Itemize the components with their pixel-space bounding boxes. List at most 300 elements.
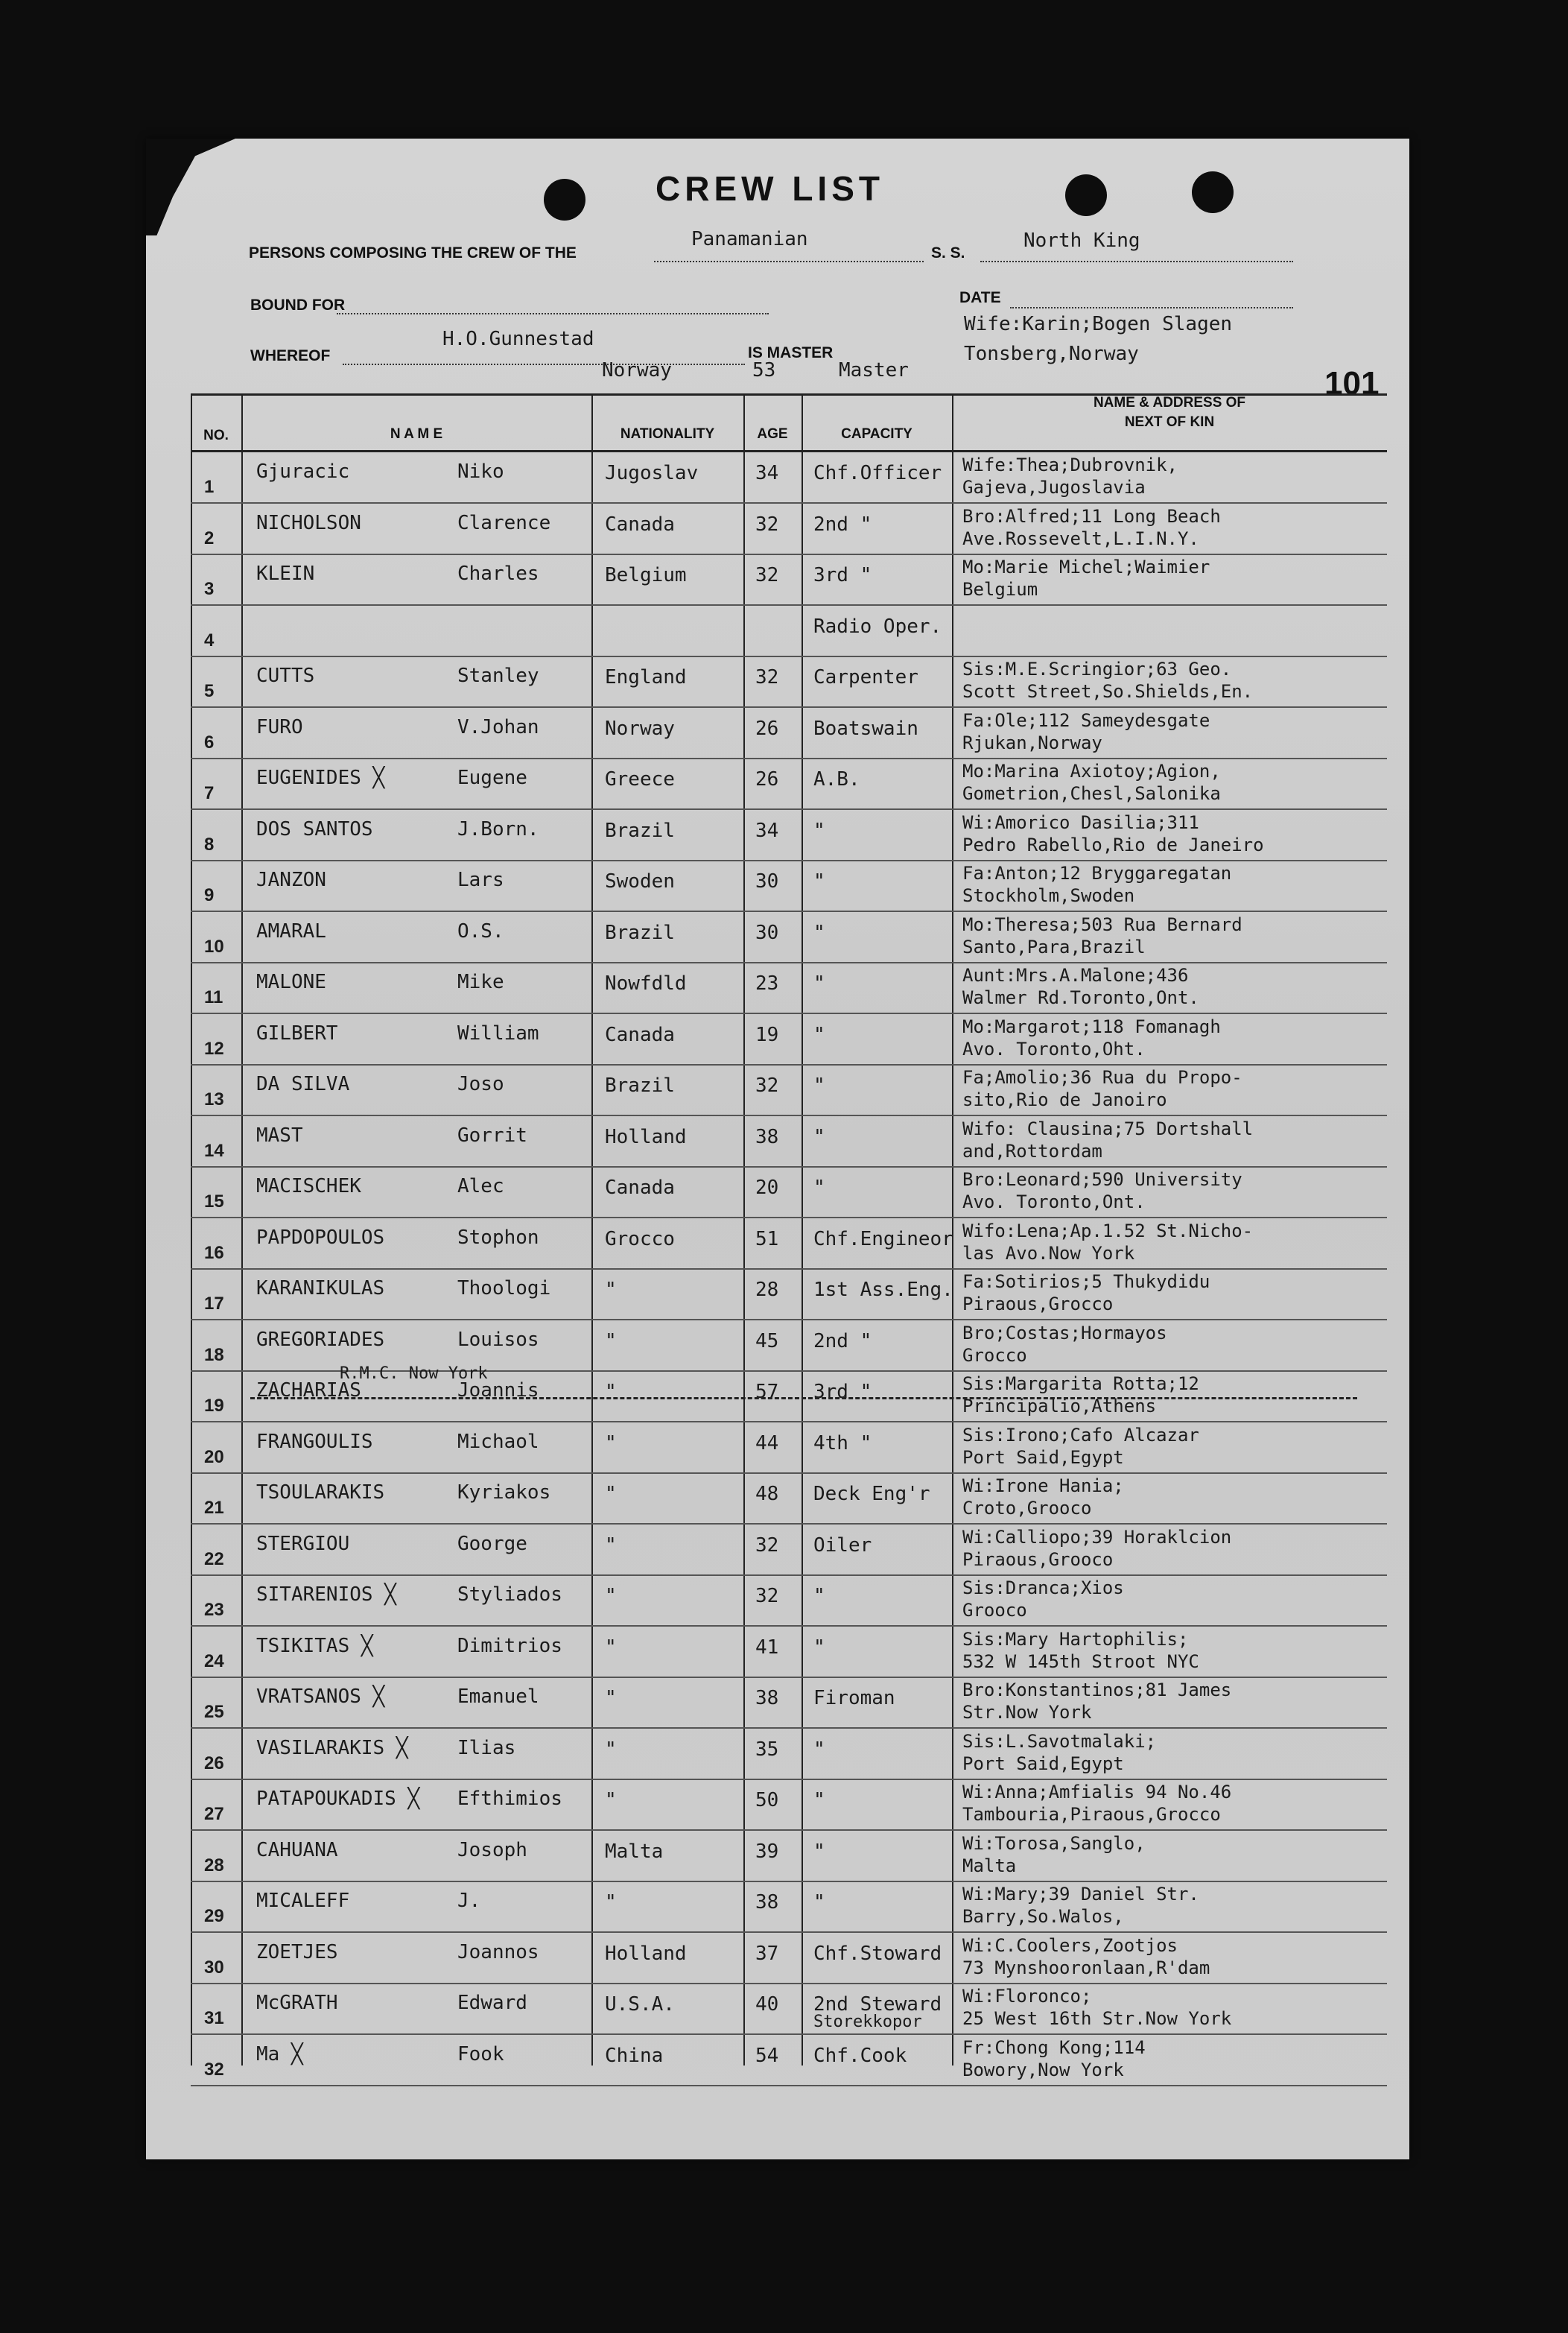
crew-kin-line1: Sis:Mary Hartophilis; (962, 1628, 1189, 1650)
table-row (191, 1983, 1387, 2035)
crew-given-name: Louisos (457, 1328, 539, 1351)
table-row (191, 1830, 1387, 1882)
crew-kin-line1: Wi:Calliopo;39 Horaklcion (962, 1526, 1232, 1548)
crew-surname: VRATSANOS ╳ (256, 1685, 385, 1708)
crew-given-name: Charles (457, 563, 539, 585)
crew-kin-line2: Gajeva,Jugoslavia (962, 477, 1146, 498)
crew-nationality: Canada (605, 1177, 675, 1199)
crew-capacity: A.B. (813, 768, 860, 791)
ss-label: S. S. (931, 244, 965, 262)
crew-capacity: " (813, 1738, 825, 1761)
crew-nationality: Brazil (605, 1074, 675, 1097)
crew-nationality: " (605, 1483, 617, 1505)
crew-surname: PATAPOUKADIS ╳ (256, 1788, 420, 1810)
date-line (1010, 307, 1293, 308)
crew-nationality: " (605, 1533, 617, 1557)
crew-surname: Gjuracic (256, 460, 350, 483)
crew-no: 8 (204, 834, 215, 855)
crew-no: 2 (204, 528, 215, 548)
crew-kin-line2: Port Said,Egypt (962, 1753, 1124, 1774)
table-row (191, 2034, 1387, 2086)
crew-kin-line2: Stockholm,Swoden (962, 885, 1135, 906)
crew-nationality: Jugoslav (605, 462, 699, 484)
crew-nationality: " (605, 1381, 617, 1403)
crew-given-name: William (457, 1022, 539, 1045)
table-row (191, 452, 1387, 504)
crew-capacity: " (813, 819, 825, 842)
ship-line (980, 261, 1293, 262)
crew-kin-line2: Avo. Toronto,Oht. (962, 1038, 1146, 1060)
crew-kin-line2: Croto,Grooco (962, 1498, 1092, 1519)
table-row (191, 1268, 1387, 1320)
crew-kin-line2: and,Rottordam (962, 1140, 1102, 1162)
bound-line (337, 313, 769, 314)
crew-surname: KLEIN (256, 563, 315, 585)
crew-kin-line2: Avo. Toronto,Ont. (962, 1191, 1146, 1212)
crew-kin-line1: Fa;Amolio;36 Rua du Propo- (962, 1067, 1242, 1088)
page-number: 101 (1324, 365, 1380, 402)
crew-nationality: " (605, 1789, 617, 1811)
table-header (191, 393, 1387, 452)
crew-kin-line1: Mo:Marina Axiotoy;Agion, (962, 761, 1221, 782)
crew-age: 44 (755, 1431, 779, 1454)
crew-surname: KARANIKULAS (256, 1277, 385, 1300)
crew-capacity: " (813, 1585, 825, 1607)
crew-kin-line2: 25 West 16th Str.Now York (962, 2008, 1232, 2029)
crew-no: 23 (204, 1600, 224, 1620)
crew-given-name: Kyriakos (457, 1481, 551, 1504)
crew-age: 32 (755, 1074, 779, 1097)
form-title: CREW LIST (656, 169, 884, 208)
col-nationality: NATIONALITY (620, 426, 715, 442)
crew-age: 32 (755, 513, 779, 536)
crew-nationality: Swoden (605, 870, 675, 893)
crew-kin-line1: Fa:Anton;12 Bryggaregatan (962, 863, 1232, 884)
crew-age: 54 (755, 2044, 779, 2067)
crew-kin-line2: 73 Mynshooronlaan,R'dam (962, 1957, 1210, 1978)
crew-capacity: Radio Oper. (813, 615, 942, 638)
crew-kin-line2: Bowory,Now York (962, 2059, 1124, 2080)
table-row (191, 962, 1387, 1014)
col-capacity: CAPACITY (841, 426, 912, 442)
crew-surname: Ma ╳ (256, 2042, 303, 2065)
crew-no: 7 (204, 783, 215, 803)
crew-kin-line1: Sis:L.Savotmalaki; (962, 1730, 1157, 1752)
crew-no: 17 (204, 1294, 224, 1314)
crew-no: 21 (204, 1498, 224, 1518)
table-row (191, 1779, 1387, 1831)
crew-kin-line1: Wi:Irone Hania; (962, 1475, 1124, 1496)
crew-kin-line1: Wifo:Lena;Ap.1.52 St.Nicho- (962, 1220, 1254, 1241)
table-row (191, 809, 1387, 861)
crew-no: 25 (204, 1702, 224, 1722)
crew-kin-line2: Grocco (962, 1344, 1027, 1366)
crew-nationality: " (605, 1585, 617, 1607)
crew-age: 20 (755, 1177, 779, 1199)
crew-kin-line2: Ave.Rossevelt,L.I.N.Y. (962, 528, 1199, 549)
crew-no: 28 (204, 1855, 224, 1875)
crew-nationality: " (605, 1431, 617, 1454)
table-row (191, 1728, 1387, 1780)
crew-kin-line1: Wifo: Clausina;75 Dortshall (962, 1118, 1254, 1139)
crew-kin-line2: Belgium (962, 579, 1038, 600)
strike-through-line (250, 1397, 1357, 1399)
col-age: AGE (757, 426, 788, 442)
crew-surname: MICALEFF (256, 1890, 350, 1912)
crew-capacity: 2nd " (813, 513, 872, 536)
crew-capacity: " (813, 1840, 825, 1863)
crew-capacity: 4th " (813, 1431, 872, 1454)
master-kin-line1: Wife:Karin;Bogen Slagen (964, 313, 1233, 335)
flag-value: Panamanian (691, 228, 808, 250)
crew-given-name: Niko (457, 460, 504, 483)
master-kin-line2: Tonsberg,Norway (964, 343, 1139, 365)
crew-given-name: Thoologi (457, 1277, 551, 1300)
crew-nationality: Holland (605, 1942, 687, 1965)
crew-capacity-line2: Storekkopor (813, 2013, 922, 2031)
crew-surname: PAPDOPOULOS (256, 1226, 385, 1249)
table-row (191, 1422, 1387, 1474)
crew-age: 40 (755, 1993, 779, 2016)
crew-surname: TSOULARAKIS (256, 1481, 385, 1504)
crew-given-name: Joannis (457, 1379, 539, 1402)
crew-kin-line2: Piraous,Grocco (962, 1294, 1114, 1314)
crew-given-name: Mike (457, 971, 504, 993)
crew-no: 13 (204, 1089, 224, 1109)
crew-kin-line1: Aunt:Mrs.A.Malone;436 (962, 965, 1189, 986)
crew-given-name: Stanley (457, 665, 539, 687)
crew-age: 50 (755, 1789, 779, 1811)
crew-nationality: " (605, 1891, 617, 1913)
crew-no: 5 (204, 681, 215, 701)
crew-kin-line2: Port Said,Egypt (962, 1446, 1124, 1468)
crew-given-name: Lars (457, 869, 504, 891)
crew-age: 45 (755, 1329, 779, 1352)
crew-kin-line1: Wi:Mary;39 Daniel Str. (962, 1884, 1199, 1905)
crew-capacity: " (813, 1891, 825, 1913)
crew-kin-line1: Wi:Torosa,Sanglo, (962, 1832, 1146, 1854)
crew-kin-line1: Wi:Amorico Dasilia;311 (962, 811, 1199, 833)
crew-surname: McGRATH (256, 1992, 338, 2014)
crew-capacity: 2nd Steward (813, 1993, 942, 2016)
table-row (191, 1524, 1387, 1576)
crew-capacity: 3rd " (813, 564, 872, 586)
crew-kin-line2: Piraous,Grooco (962, 1548, 1114, 1570)
crew-capacity: " (813, 972, 825, 995)
ship-name: North King (1023, 229, 1140, 252)
crew-annotation: R.M.C. Now York (340, 1364, 488, 1383)
table-row (191, 1472, 1387, 1525)
crew-age: 35 (755, 1738, 779, 1761)
crew-nationality: " (605, 1279, 617, 1301)
crew-given-name: Goorge (457, 1532, 527, 1555)
crew-given-name: Ilias (457, 1736, 516, 1759)
crew-kin-line1: Sis:Irono;Cafo Alcazar (962, 1424, 1199, 1446)
crew-surname: FRANGOULIS (256, 1430, 373, 1453)
punch-hole (1065, 174, 1107, 216)
crew-kin-line2: Barry,So.Walos, (962, 1906, 1124, 1927)
crew-surname: STERGIOU (256, 1532, 350, 1555)
crew-nationality: Nowfdld (605, 972, 687, 995)
crew-no: 31 (204, 2008, 224, 2028)
crew-no: 22 (204, 1548, 224, 1569)
bound-label: BOUND FOR (250, 297, 346, 314)
crew-kin-line2: Gometrion,Chesl,Salonika (962, 783, 1221, 804)
crew-surname: SITARENIOS ╳ (256, 1583, 396, 1606)
whereof-label: WHEREOF (250, 347, 331, 364)
crew-age: 57 (755, 1381, 779, 1403)
crew-nationality: Grocco (605, 1227, 675, 1250)
crew-given-name: Fook (457, 2042, 504, 2065)
crew-surname: EUGENIDES ╳ (256, 767, 385, 789)
crew-given-name: Alec (457, 1175, 504, 1197)
crew-kin-line2: Scott Street,So.Shields,En. (962, 681, 1254, 702)
crew-surname: GREGORIADES (256, 1328, 385, 1351)
crew-surname: FURO (256, 715, 303, 738)
persons-label: PERSONS COMPOSING THE CREW OF THE (249, 244, 577, 262)
crew-no: 20 (204, 1446, 224, 1467)
crew-age: 23 (755, 972, 779, 995)
crew-no: 4 (204, 630, 215, 650)
crew-no: 3 (204, 579, 215, 599)
table-row (191, 554, 1387, 606)
crew-given-name: Eugene (457, 767, 527, 789)
crew-surname: DA SILVA (256, 1073, 350, 1095)
crew-no: 15 (204, 1191, 224, 1212)
crew-no: 29 (204, 1906, 224, 1926)
crew-no: 30 (204, 1957, 224, 1978)
crew-capacity: " (813, 1177, 825, 1199)
crew-nationality: Holland (605, 1125, 687, 1148)
is-master-label: IS MASTER (748, 344, 834, 361)
crew-given-name: Emanuel (457, 1685, 539, 1708)
crew-kin-line1: Bro;Costas;Hormayos (962, 1322, 1167, 1343)
crew-kin-line1: Bro:Leonard;590 University (962, 1169, 1242, 1190)
crew-given-name: Clarence (457, 511, 551, 534)
crew-kin-line1: Bro:Konstantinos;81 James (962, 1680, 1232, 1700)
table-row (191, 911, 1387, 963)
crew-kin-line2: sito,Rio de Janoiro (962, 1089, 1167, 1110)
table-row (191, 1320, 1387, 1372)
crew-kin-line1: Bro:Alfred;11 Long Beach (962, 505, 1221, 527)
crew-surname: NICHOLSON (256, 511, 361, 534)
table-row (191, 1574, 1387, 1627)
crew-no: 18 (204, 1344, 224, 1365)
crew-no: 16 (204, 1242, 224, 1263)
crew-surname: CUTTS (256, 665, 315, 687)
crew-no: 14 (204, 1140, 224, 1161)
crew-kin-line2: las Avo.Now York (962, 1242, 1135, 1264)
master-nationality: Norway (602, 359, 672, 382)
crew-kin-line1: Mo:Marie Michel;Waimier (962, 557, 1210, 577)
table-row (191, 656, 1387, 708)
table-row (191, 1013, 1387, 1066)
crew-capacity: Firoman (813, 1687, 895, 1709)
crew-kin-line2: Grooco (962, 1600, 1027, 1621)
crew-kin-line1: Mo:Margarot;118 Fomanagh (962, 1016, 1221, 1037)
crew-kin-line2: Pedro Rabello,Rio de Janeiro (962, 834, 1264, 855)
col-no: NO. (203, 428, 229, 443)
crew-no: 10 (204, 936, 224, 957)
crew-kin-line1: Wi:Anna;Amfialis 94 No.46 (962, 1782, 1232, 1802)
table-row (191, 1218, 1387, 1270)
crew-kin-line1: Wi:C.Coolers,Zootjos (962, 1934, 1178, 1956)
crew-nationality: " (605, 1738, 617, 1761)
crew-nationality: Brazil (605, 819, 675, 842)
flag-line (654, 261, 924, 262)
punch-hole (544, 179, 585, 221)
crew-given-name: V.Johan (457, 715, 539, 738)
crew-given-name: Josoph (457, 1838, 527, 1861)
crew-kin-line1: Sis:Margarita Rotta;12 (962, 1373, 1199, 1394)
crew-surname: TSIKITAS ╳ (256, 1634, 373, 1657)
table-row (191, 503, 1387, 555)
crew-surname: JANZON (256, 869, 326, 891)
crew-no: 26 (204, 1753, 224, 1773)
crew-age: 30 (755, 921, 779, 944)
whereof-line (343, 364, 745, 365)
crew-capacity: Carpenter (813, 666, 918, 688)
table-row (191, 1677, 1387, 1729)
crew-capacity: Chf.Officer (813, 462, 942, 484)
crew-nationality: " (605, 1687, 617, 1709)
table-row (191, 1626, 1387, 1678)
master-capacity: Master (839, 359, 909, 382)
table-row (191, 1932, 1387, 1984)
table-row (191, 605, 1387, 657)
crew-surname: MACISCHEK (256, 1175, 361, 1197)
crew-surname: MAST (256, 1124, 303, 1147)
crew-kin-line2: 532 W 145th Stroot NYC (962, 1650, 1199, 1672)
crew-age: 32 (755, 666, 779, 688)
crew-age: 26 (755, 768, 779, 791)
crew-capacity: " (813, 1125, 825, 1148)
crew-no: 11 (204, 987, 223, 1007)
crew-age: 32 (755, 1533, 779, 1557)
crew-nationality: " (605, 1636, 617, 1659)
crew-capacity: Boatswain (813, 717, 918, 740)
master-name: H.O.Gunnestad (442, 328, 594, 350)
date-label: DATE (959, 289, 1001, 306)
table-row (191, 758, 1387, 810)
table-row (191, 707, 1387, 759)
crew-kin-line1: Fa:Ole;112 Sameydesgate (962, 709, 1210, 731)
crew-nationality: Brazil (605, 921, 675, 944)
table-row (191, 1166, 1387, 1218)
crew-kin-line1: Fr:Chong Kong;114 (962, 2036, 1146, 2058)
crew-age: 48 (755, 1483, 779, 1505)
crew-nationality: Canada (605, 1023, 675, 1046)
crew-no: 24 (204, 1650, 224, 1671)
crew-kin-line2: Principalio,Athens (962, 1396, 1157, 1416)
crew-kin-line1: Wife:Thea;Dubrovnik, (962, 455, 1178, 475)
crew-surname: GILBERT (256, 1022, 338, 1045)
crew-age: 19 (755, 1023, 779, 1046)
crew-age: 34 (755, 462, 779, 484)
crew-given-name: Joannos (457, 1940, 539, 1963)
crew-given-name: O.S. (457, 919, 504, 943)
crew-no: 9 (204, 885, 215, 905)
crew-age: 37 (755, 1942, 779, 1965)
master-age: 53 (752, 359, 776, 382)
crew-age: 32 (755, 564, 779, 586)
crew-age: 28 (755, 1279, 779, 1301)
crew-nationality: U.S.A. (605, 1993, 675, 2016)
col-name: N A M E (390, 426, 443, 442)
crew-no: 12 (204, 1038, 224, 1059)
crew-age: 30 (755, 870, 779, 893)
crew-age: 41 (755, 1636, 779, 1659)
crew-capacity: " (813, 1789, 825, 1811)
crew-age: 34 (755, 819, 779, 842)
crew-capacity: 3rd " (813, 1381, 872, 1403)
crew-kin-line2: Tambouria,Piraous,Grocco (962, 1804, 1221, 1825)
table-row (191, 1364, 1387, 1422)
crew-kin-line1: Sis:M.E.Scringior;63 Geo. (962, 659, 1232, 680)
crew-surname: VASILARAKIS ╳ (256, 1736, 408, 1759)
crew-age: 32 (755, 1585, 779, 1607)
crew-capacity: Chf.Engineor (813, 1227, 953, 1250)
crew-given-name: J.Born. (457, 817, 539, 841)
col-kin-line2: NEXT OF KIN (1124, 414, 1215, 430)
crew-nationality: Canada (605, 513, 675, 536)
crew-capacity: Deck Eng'r (813, 1483, 930, 1505)
crew-given-name: J. (457, 1890, 481, 1912)
crew-nationality: China (605, 2044, 664, 2067)
table-row (191, 1115, 1387, 1168)
crew-age: 38 (755, 1125, 779, 1148)
crew-no: 32 (204, 2059, 224, 2080)
crew-no: 1 (204, 477, 215, 497)
crew-given-name: Joso (457, 1073, 504, 1095)
crew-kin-line2: Rjukan,Norway (962, 732, 1102, 753)
crew-given-name: Dimitrios (457, 1634, 562, 1657)
crew-nationality: Malta (605, 1840, 664, 1863)
crew-kin-line2: Str.Now York (962, 1702, 1092, 1723)
crew-kin-line1: Fa:Sotirios;5 Thukydidu (962, 1271, 1210, 1292)
table-row (191, 860, 1387, 912)
crew-nationality: " (605, 1329, 617, 1352)
crew-given-name: Styliados (457, 1583, 562, 1606)
table-row (191, 1064, 1387, 1116)
crew-kin-line2: Santo,Para,Brazil (962, 936, 1146, 957)
crew-age: 38 (755, 1687, 779, 1709)
crew-surname: CAHUANA (256, 1838, 338, 1861)
crew-age: 38 (755, 1891, 779, 1913)
crew-surname: AMARAL (256, 919, 326, 943)
crew-no: 27 (204, 1804, 224, 1824)
crew-no: 6 (204, 732, 215, 753)
crew-capacity: " (813, 921, 825, 944)
crew-surname: MALONE (256, 971, 326, 993)
crew-surname: ZACHARIAS (256, 1379, 361, 1402)
crew-age: 39 (755, 1840, 779, 1863)
crew-kin-line1: Sis:Dranca;Xios (962, 1577, 1124, 1598)
crew-given-name: Michaol (457, 1430, 539, 1453)
crew-kin-line1: Wi:Floronco; (962, 1986, 1092, 2007)
crew-table (191, 393, 1387, 2079)
punch-hole (1192, 171, 1234, 213)
col-kin-line1: NAME & ADDRESS OF (1093, 395, 1246, 411)
crew-nationality: Greece (605, 768, 675, 791)
crew-surname: ZOETJES (256, 1940, 338, 1963)
crew-given-name: Stophon (457, 1226, 539, 1249)
crew-capacity: " (813, 1074, 825, 1097)
crew-given-name: Edward (457, 1992, 527, 2014)
crew-capacity: " (813, 870, 825, 893)
crew-nationality: Norway (605, 717, 675, 740)
crew-capacity: 2nd " (813, 1329, 872, 1352)
